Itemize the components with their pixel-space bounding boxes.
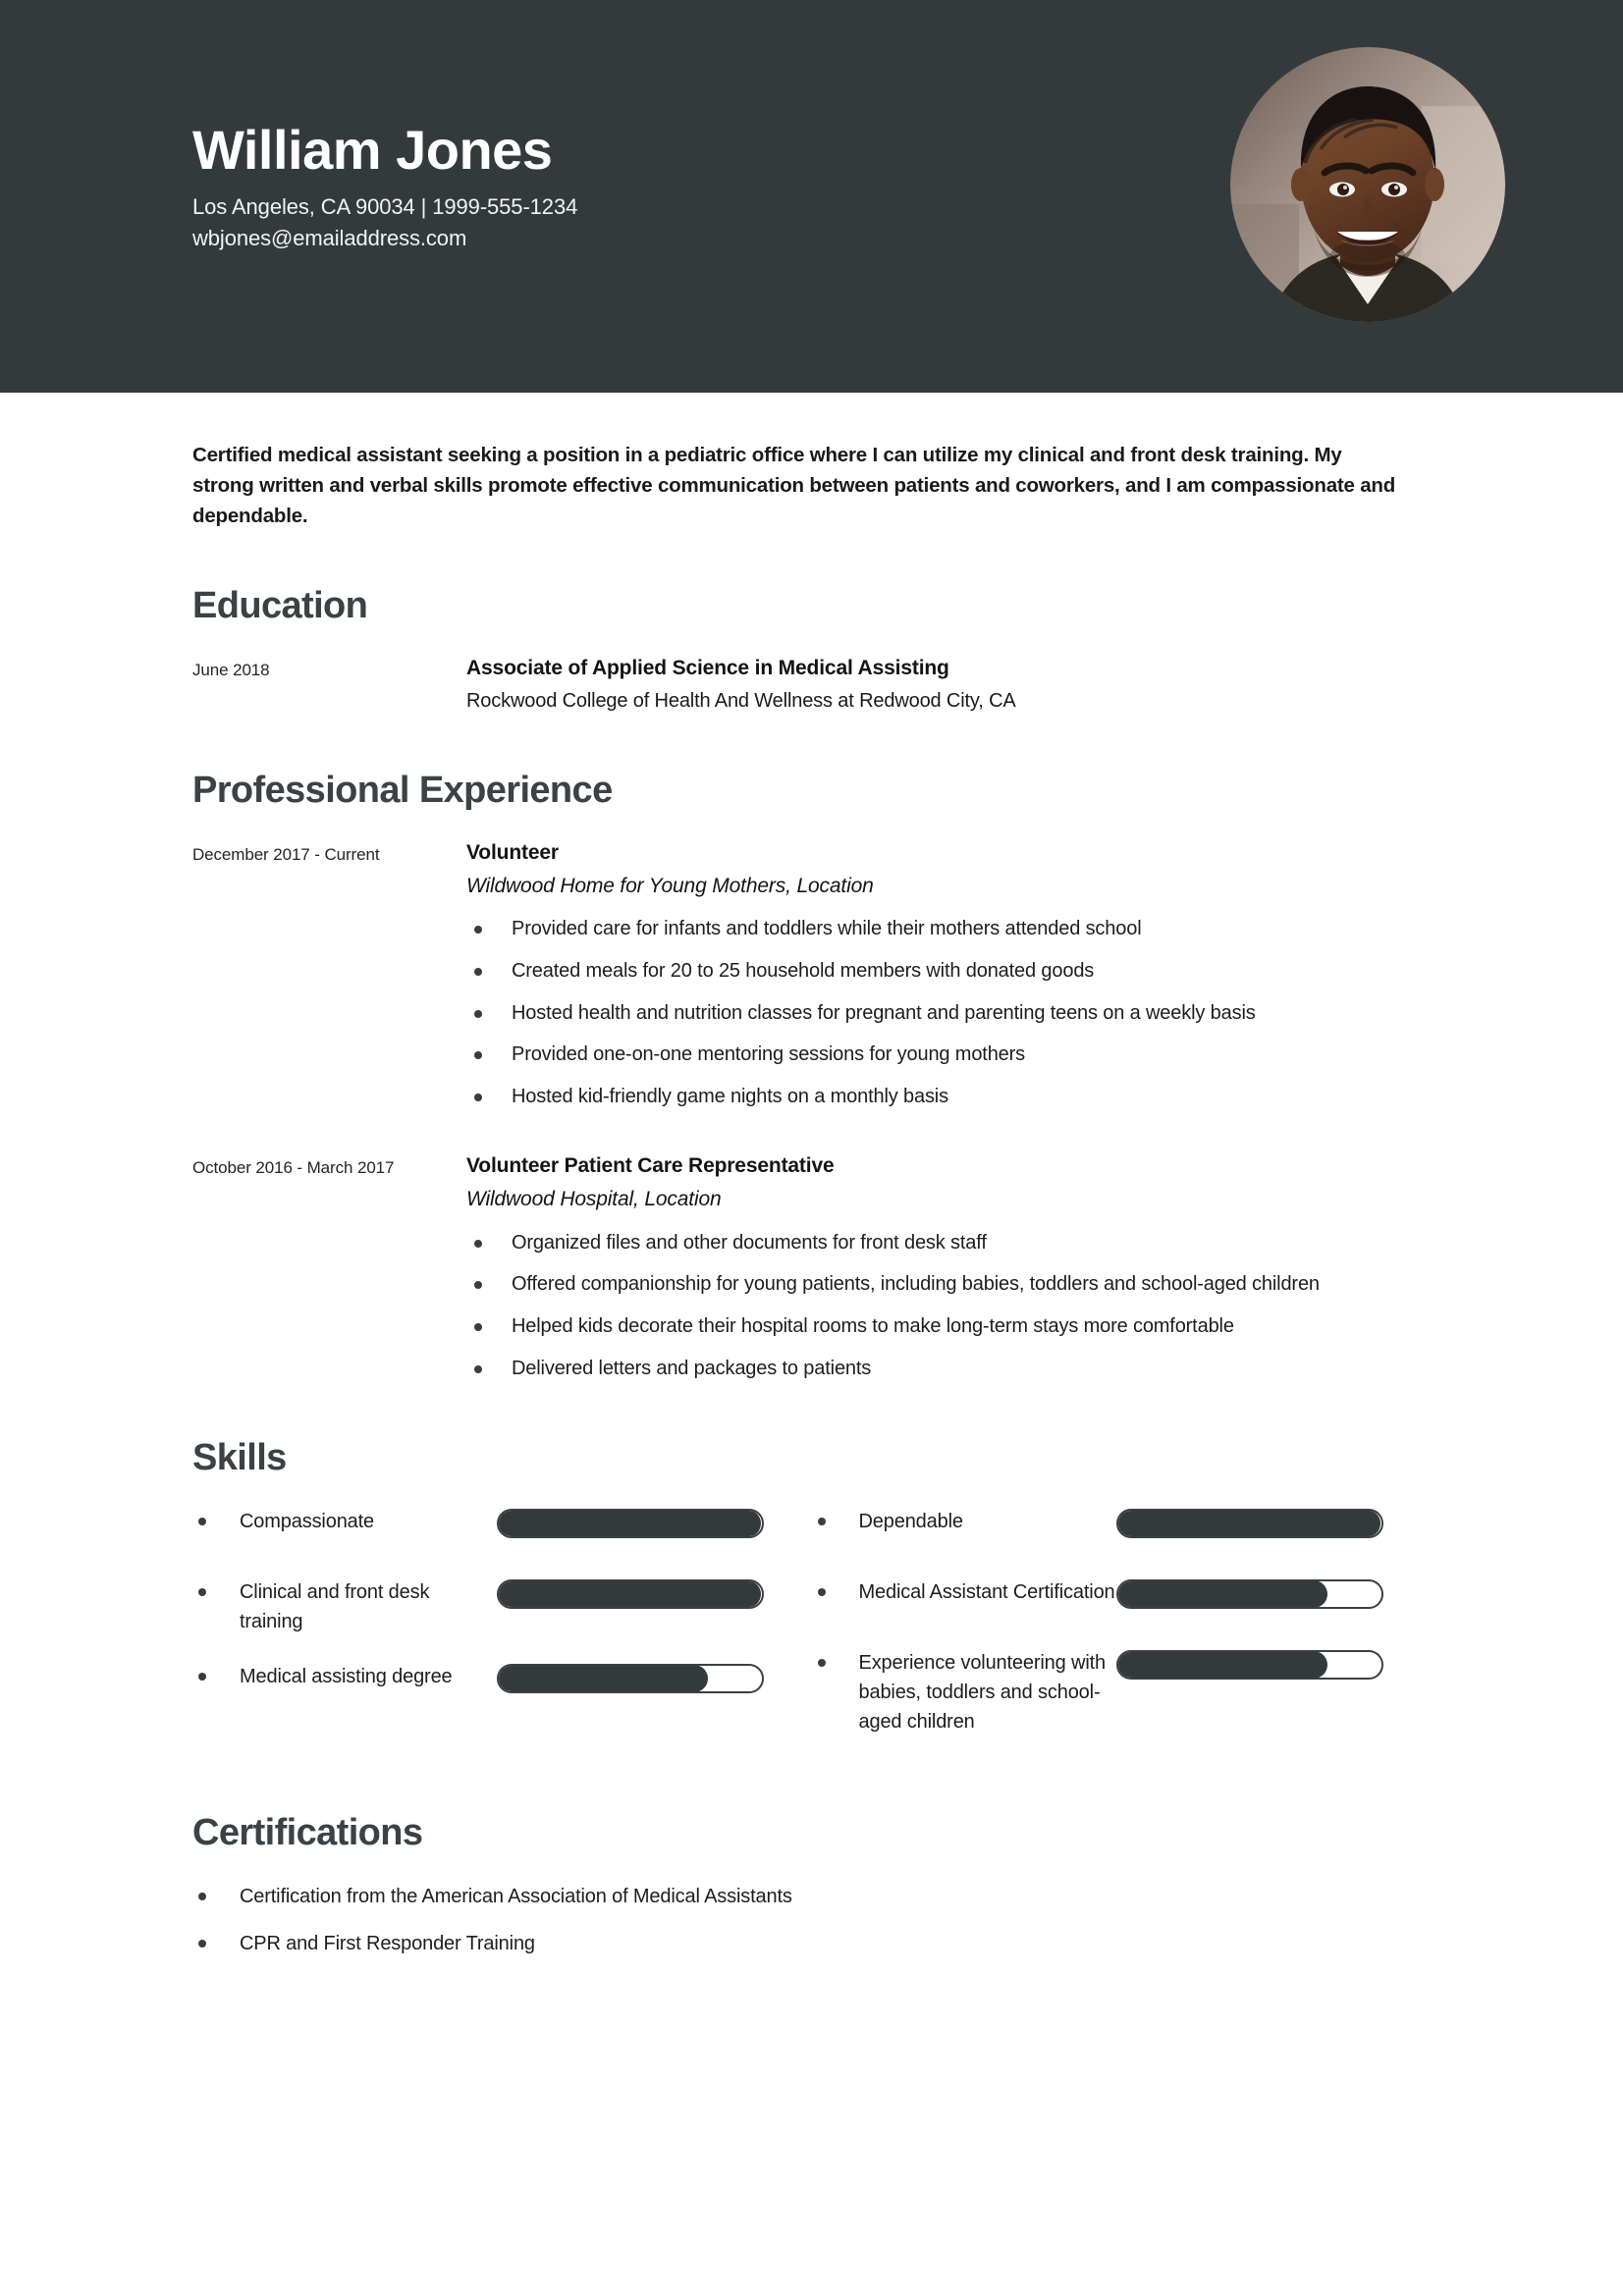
experience-role: Volunteer Patient Care Representative: [466, 1154, 835, 1178]
skill-level-bar: [1116, 1650, 1383, 1680]
skill-level-bar: [1116, 1579, 1383, 1609]
bullet-dot-icon: [198, 1940, 206, 1948]
experience-entry: [192, 839, 1431, 1111]
skill-level-bar: [1116, 1509, 1383, 1538]
bullet-dot-icon: [474, 1365, 482, 1373]
list-item: [466, 1312, 1431, 1342]
bullet-dot-icon: [198, 1673, 206, 1681]
education-section: [192, 586, 1431, 716]
experience-company: Wildwood Home for Young Mothers, Location: [466, 875, 874, 897]
experience-bullet-list: [466, 1229, 1431, 1383]
skill-level-fill: [1117, 1580, 1327, 1608]
education-school: Rockwood College of Health And Wellness at Redwood City, CA: [466, 690, 1016, 713]
skill-item: [192, 1577, 812, 1636]
list-item: [466, 1355, 1431, 1384]
bullet-text: Helped kids decorate their hospital rooms to make long-term stays more comfortable: [512, 1315, 1234, 1337]
resume-header: [0, 0, 1623, 393]
skill-label: [192, 1507, 497, 1536]
skill-level-fill: [1117, 1510, 1380, 1537]
bullet-dot-icon: [474, 968, 482, 976]
skill-item: [812, 1507, 1432, 1552]
bullet-dot-icon: [474, 926, 482, 934]
bullet-text: Organized files and other documents for front desk staff: [512, 1231, 987, 1254]
skill-label: [192, 1662, 497, 1691]
list-item: [466, 1041, 1431, 1070]
list-item: [466, 1229, 1431, 1258]
certifications-section: [192, 1813, 1431, 1958]
skills-right-column: [812, 1507, 1432, 1762]
bullet-text: Provided care for infants and toddlers while their mothers attended school: [512, 918, 1142, 940]
experience-entry-body: [466, 1152, 1431, 1383]
experience-entry-body: [466, 839, 1431, 1111]
skills-section: [192, 1438, 1431, 1762]
bullet-dot-icon: [474, 1051, 482, 1059]
skill-level-bar: [497, 1664, 764, 1693]
bullet-dot-icon: [818, 1659, 826, 1667]
skill-name: Dependable: [858, 1510, 963, 1532]
skill-label: [812, 1507, 1116, 1536]
skill-level-fill: [1117, 1651, 1327, 1679]
skill-name: Medical assisting degree: [240, 1665, 453, 1687]
bullet-dot-icon: [198, 1588, 206, 1596]
header-text-block: [192, 119, 1076, 254]
experience-role: Volunteer: [466, 841, 559, 865]
skill-level-fill: [498, 1580, 761, 1608]
skill-name: Experience volunteering with babies, toddlers and school-aged children: [858, 1651, 1107, 1733]
bullet-text: Hosted kid-friendly game nights on a monthly basis: [512, 1085, 948, 1107]
education-date: June 2018: [192, 661, 270, 680]
contact-email: wbjones@emailaddress.com: [192, 225, 467, 250]
resume-body: [0, 440, 1623, 1958]
skill-item: [812, 1648, 1432, 1736]
professional-summary: Certified medical assistant seeking a position in a pediatric office where I can utilize my clinical and front desk training. My strong written and verbal skills promote effective communication between patients and coworkers, and I am compassionate and dependable.: [192, 444, 1396, 528]
skill-label: [192, 1577, 497, 1636]
bullet-dot-icon: [198, 1893, 206, 1900]
experience-heading: Professional Experience: [192, 770, 613, 812]
skill-name: Medical Assistant Certification: [858, 1580, 1115, 1603]
experience-bullet-list: [466, 915, 1431, 1111]
skill-level-bar: [497, 1509, 764, 1538]
experience-date: December 2017 - Current: [192, 845, 380, 865]
bullet-dot-icon: [474, 1240, 482, 1248]
bullet-text: Provided one-on-one mentoring sessions for young mothers: [512, 1043, 1026, 1066]
contact-location-phone: Los Angeles, CA 90034 | 1999-555-1234: [192, 193, 578, 219]
skill-label: [812, 1648, 1116, 1736]
certification-text: Certification from the American Association of Medical Assistants: [240, 1885, 792, 1907]
bullet-text: Hosted health and nutrition classes for pregnant and parenting teens on a weekly basis: [512, 1001, 1256, 1024]
bullet-dot-icon: [474, 1010, 482, 1018]
portrait-photo-icon: [1230, 47, 1505, 322]
certification-text: CPR and First Responder Training: [240, 1932, 535, 1954]
skill-level-fill: [498, 1510, 761, 1537]
skill-level-bar: [497, 1579, 764, 1609]
list-item: [192, 1929, 1431, 1958]
page-title: William Jones: [192, 119, 553, 181]
skill-item: [812, 1577, 1432, 1623]
bullet-dot-icon: [474, 1323, 482, 1331]
certifications-list: [192, 1882, 1431, 1958]
list-item: [466, 999, 1431, 1029]
bullet-dot-icon: [818, 1588, 826, 1596]
avatar: [1230, 47, 1505, 322]
experience-section: [192, 771, 1431, 1383]
bullet-dot-icon: [818, 1518, 826, 1525]
experience-date: October 2016 - March 2017: [192, 1158, 395, 1178]
experience-company: Wildwood Hospital, Location: [466, 1188, 722, 1211]
education-entry: [192, 655, 1431, 716]
education-heading: Education: [192, 585, 368, 627]
experience-entry: [192, 1152, 1431, 1383]
skill-item: [192, 1662, 812, 1707]
certifications-heading: Certifications: [192, 1811, 423, 1853]
list-item: [466, 1083, 1431, 1112]
skill-name: Clinical and front desk training: [240, 1580, 430, 1632]
bullet-text: Created meals for 20 to 25 household members with donated goods: [512, 960, 1095, 983]
skill-level-fill: [498, 1665, 708, 1692]
skill-item: [192, 1507, 812, 1552]
skill-label: [812, 1577, 1116, 1607]
skills-left-column: [192, 1507, 812, 1762]
bullet-dot-icon: [474, 1094, 482, 1101]
list-item: [466, 915, 1431, 944]
list-item: [466, 957, 1431, 987]
skill-name: Compassionate: [240, 1510, 375, 1532]
education-degree: Associate of Applied Science in Medical Assisting: [466, 657, 949, 680]
skills-heading: Skills: [192, 1437, 287, 1479]
education-entry-body: [466, 655, 1431, 716]
bullet-text: Offered companionship for young patients, including babies, toddlers and school-aged children: [512, 1273, 1320, 1296]
bullet-dot-icon: [474, 1281, 482, 1289]
skills-grid: [192, 1507, 1431, 1762]
bullet-text: Delivered letters and packages to patients: [512, 1357, 872, 1379]
list-item: [192, 1882, 1431, 1911]
bullet-dot-icon: [198, 1518, 206, 1525]
list-item: [466, 1270, 1431, 1300]
